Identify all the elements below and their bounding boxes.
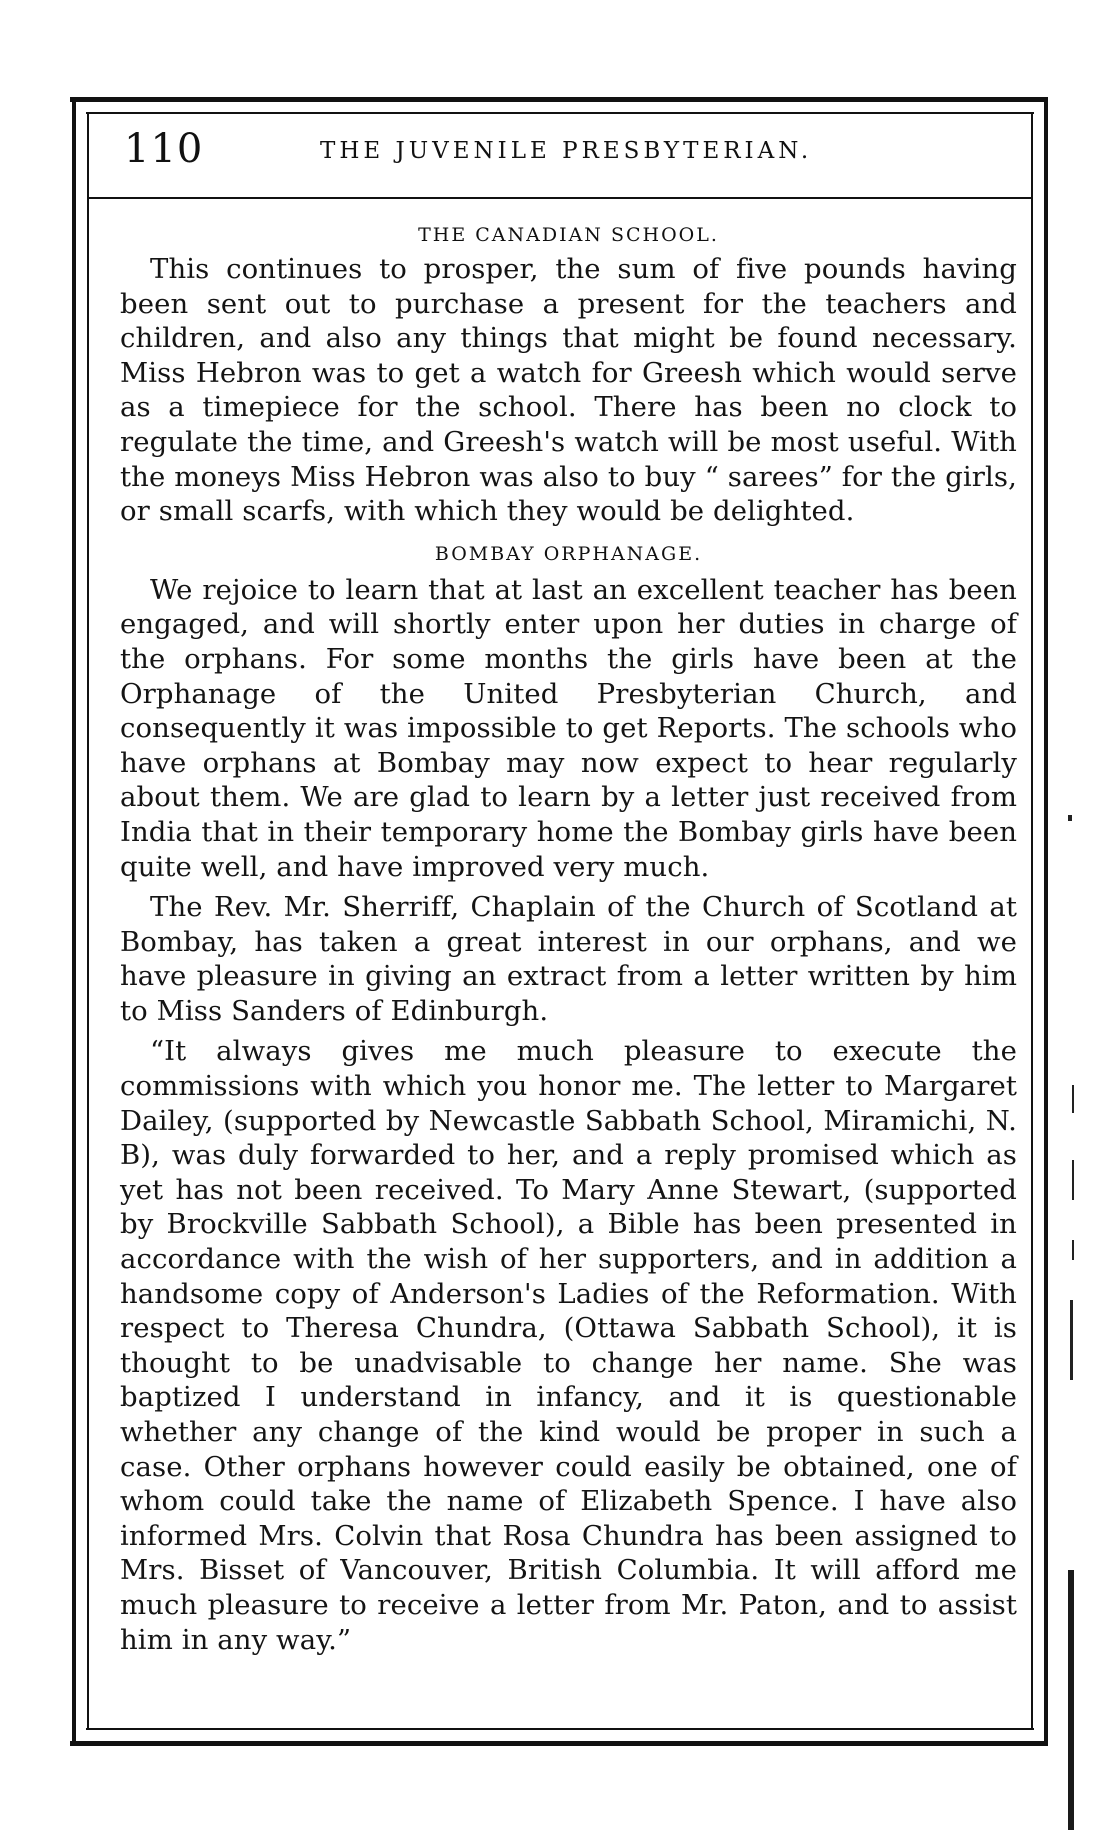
- frame-top-outer-rule: [70, 97, 1048, 102]
- frame-right-outer-rule: [1044, 97, 1048, 1744]
- margin-speck: [1068, 815, 1072, 821]
- section-title-bombay-orphanage: BOMBAY ORPHANAGE.: [434, 542, 703, 565]
- paragraph: We rejoice to learn that at last an excellent teacher has been engaged, and will shortly enter upon her duties in charge of the orphans. For some months the girls have been at the Orphanage of the United Presbyterian Church, and consequently it was impossible to get Reports. The schools who have orphans at Bombay may now expect to hear regularly about them. We are glad to learn by a letter just received from India that in their temporary home the Bombay girls have been quite well, and have improved very much.: [120, 573, 1017, 883]
- page-header: [110, 124, 1020, 184]
- section-title-canadian-school: THE CANADIAN SCHOOL.: [418, 224, 719, 246]
- margin-speck: [1072, 1160, 1074, 1200]
- running-head: THE JUVENILE PRESBYTERIAN.: [320, 138, 813, 164]
- frame-left-inner-rule: [87, 112, 89, 1730]
- frame-bottom-outer-rule: [70, 1741, 1048, 1746]
- margin-speck: [1070, 1300, 1073, 1380]
- paragraph: The Rev. Mr. Sherriff, Chaplain of the Church of Scotland at Bombay, has taken a great interest in our orphans, and we have pleasure in giving an extract from a letter written by him to Miss Sanders of Edinburgh.: [120, 891, 1017, 1027]
- frame-top-inner-rule: [86, 112, 1034, 114]
- header-rule: [89, 197, 1031, 199]
- frame-left-outer-rule: [72, 97, 76, 1744]
- page-body: [120, 220, 1017, 1663]
- margin-speck: [1072, 1240, 1074, 1260]
- margin-binding-edge: [1068, 1570, 1074, 1830]
- margin-speck: [1072, 1085, 1074, 1113]
- frame-right-inner-rule: [1031, 112, 1033, 1730]
- page-number: 110: [124, 126, 204, 172]
- paragraph: This continues to prosper, the sum of five pounds having been sent out to purchase a present for the teachers and children, and also any things that might be found necessary. Miss Hebron was to get a watch for Greesh which would serve as a timepiece for the school. There has been no clock to regulate the time, and Greesh's watch will be most useful. With the moneys Miss Hebron was also to buy “ sarees” for the girls, or small scarfs, with which they would be delighted.: [120, 253, 1017, 528]
- letter-extract-paragraph: “It always gives me much pleasure to execute the commissions with which you honor me. The letter to Margaret Dailey, (supported by Newcastle Sabbath School, Miramichi, N. B), was duly forwarded to her, and a reply promised which as yet has not been received. To Mary Anne Stewart, (supported by Brockville Sabbath School), a Bible has been presented in accordance with the wish of her supporters, and in addition a handsome copy of Anderson's Ladies of the Reformation. With respect to Theresa Chundra, (Ottawa Sabbath School), it is thought to be unadvisable to change her name. She was baptized I understand in infancy, and it is questionable whether any change of the kind would be proper in such a case. Other orphans however could easily be obtained, one of whom could take the name of Elizabeth Spence. I have also informed Mrs. Colvin that Rosa Chundra has been assigned to Mrs. Bisset of Vancouver, British Columbia. It will afford me much pleasure to receive a letter from Mr. Paton, and to assist him in any way.”: [120, 1035, 1017, 1656]
- frame-bottom-inner-rule: [86, 1728, 1034, 1730]
